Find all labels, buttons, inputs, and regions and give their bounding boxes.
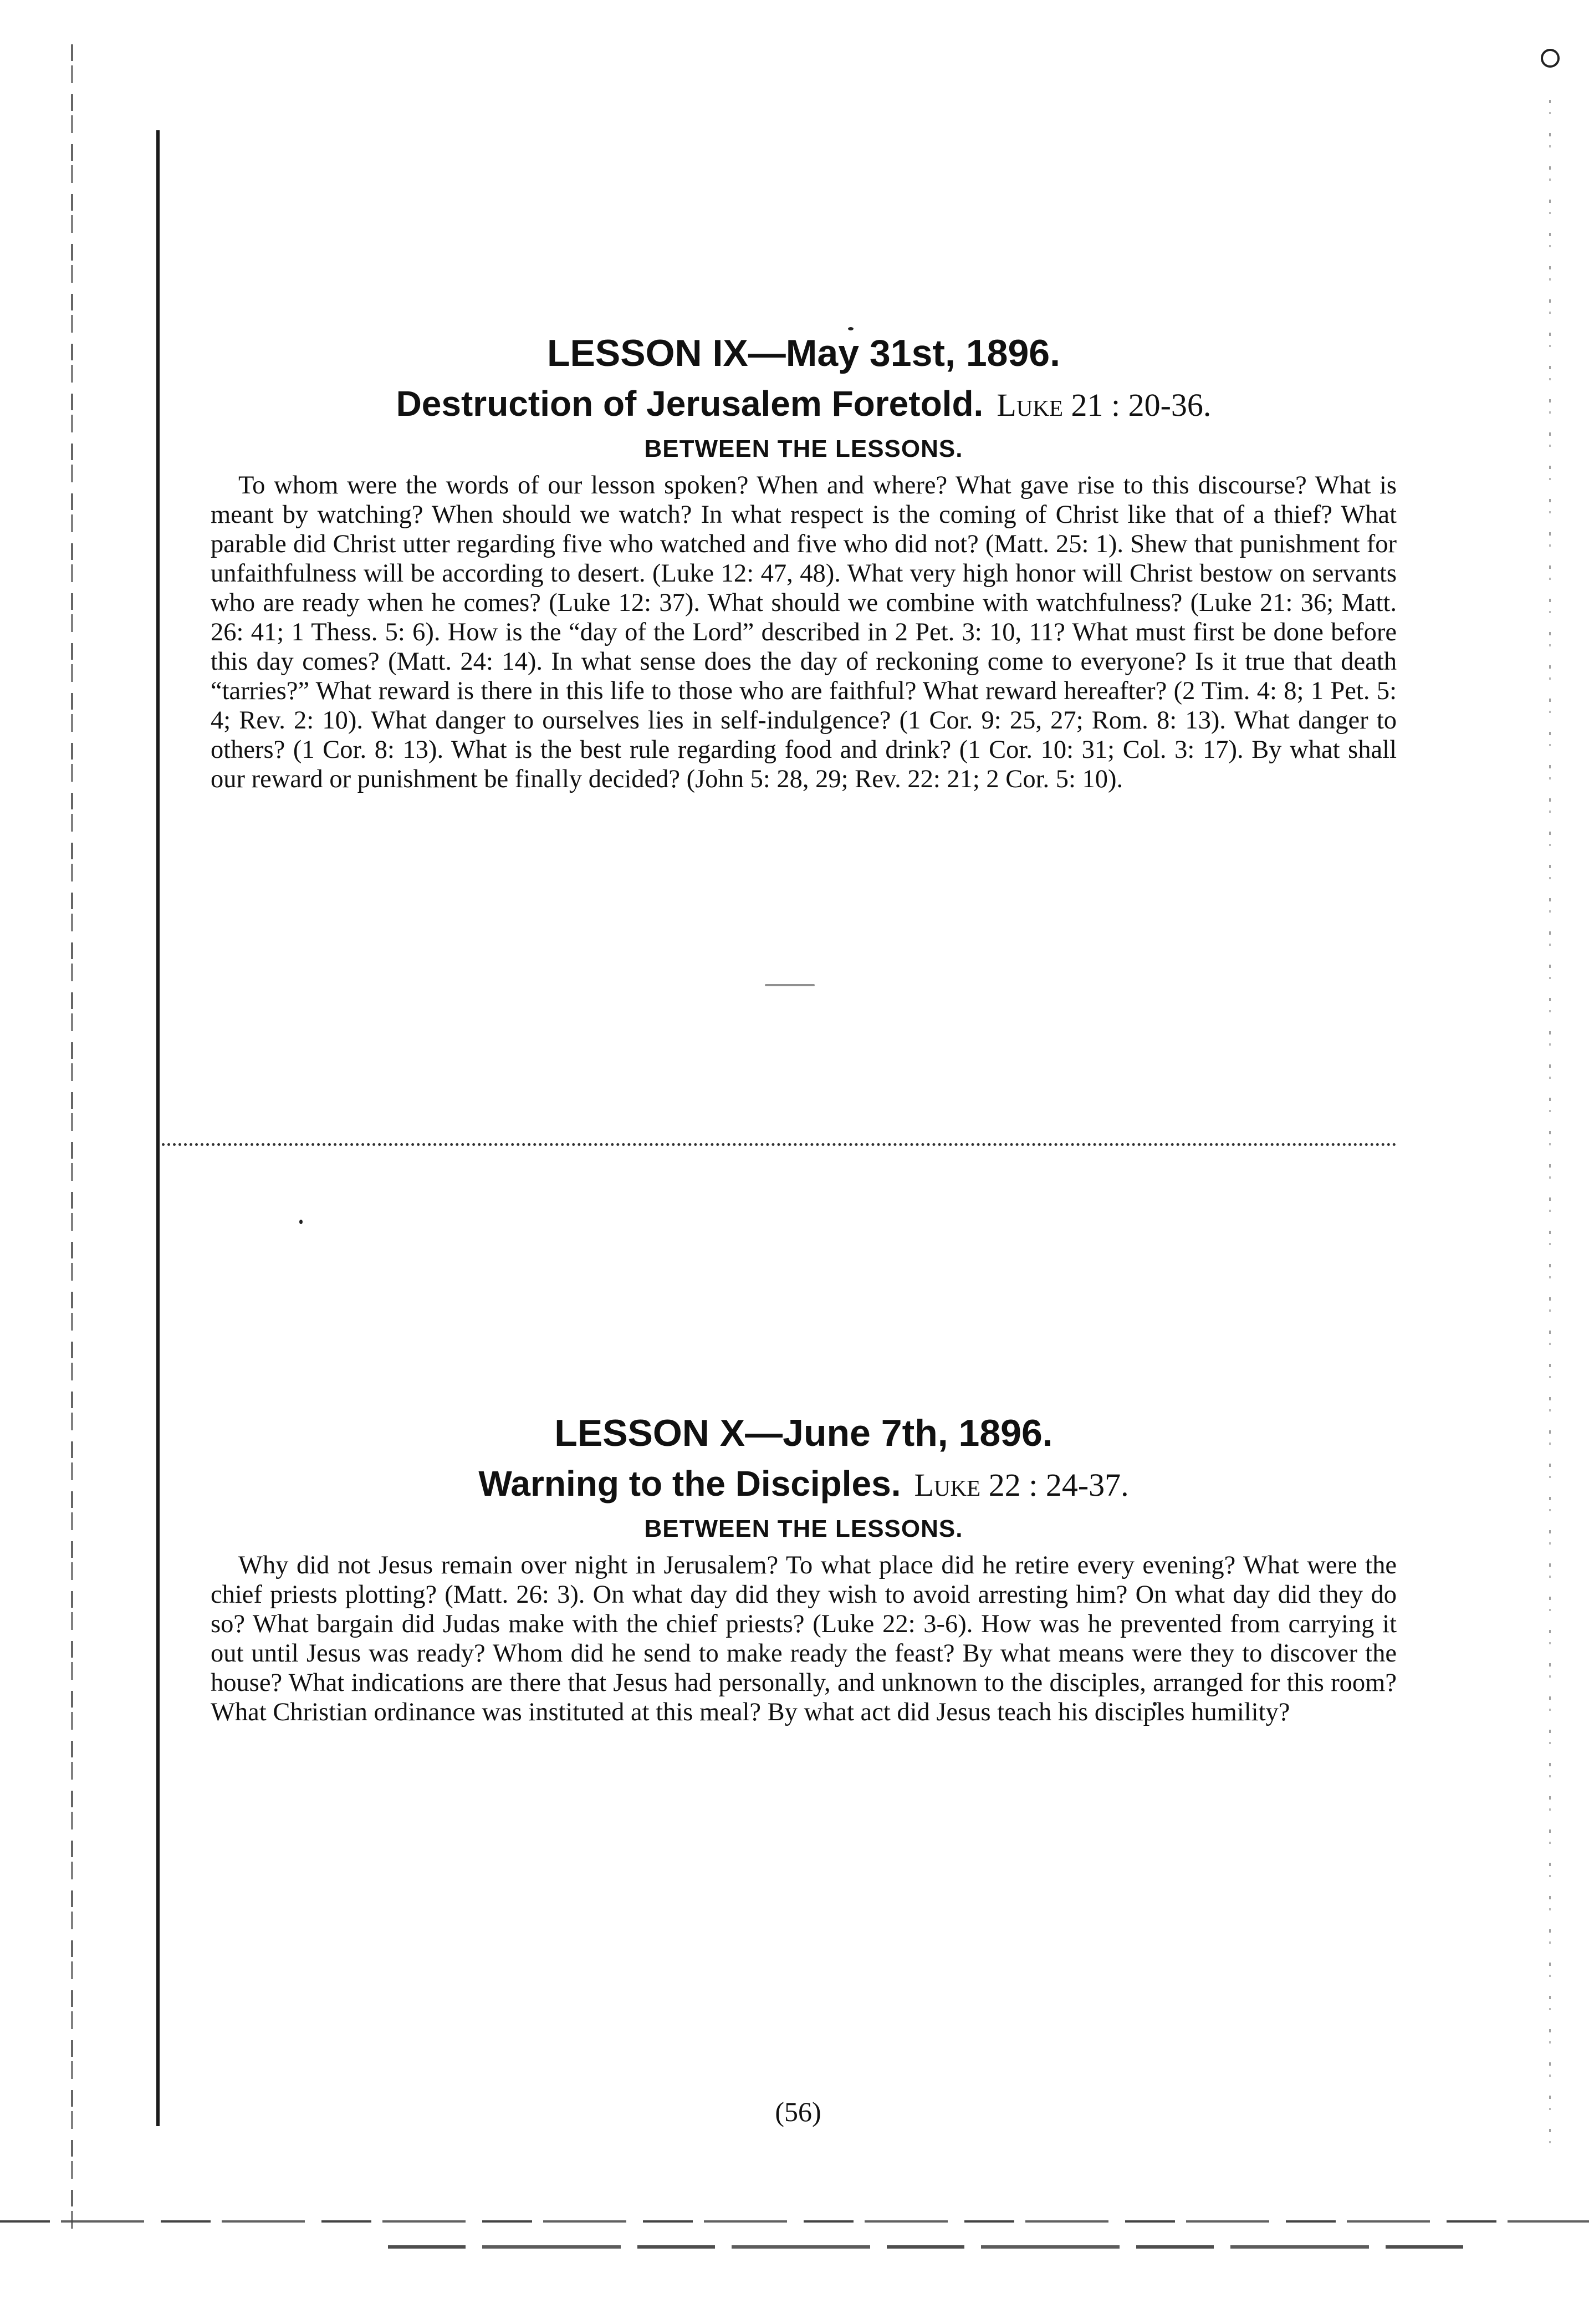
scan-speck [765,984,815,986]
scan-bottom-edge [388,2245,1469,2249]
left-margin-rule [156,130,160,2126]
scan-speck [848,327,854,330]
scan-right-edge [1549,100,1551,2151]
punch-hole-mark [1541,49,1560,68]
lesson-x [211,1413,1397,1727]
lesson-subtitle [211,1464,1397,1503]
scripture-reference: Luke 22 : 24-37. [914,1466,1129,1503]
lesson-ix [211,333,1397,794]
scan-bottom-edge [0,2220,1589,2223]
section-heading: BETWEEN THE LESSONS. [644,1515,963,1543]
scripture-reference: Luke 21 : 20-36. [997,386,1212,423]
scan-speck [299,1220,303,1224]
page-number: (56) [775,2096,821,2127]
lesson-divider [162,1143,1397,1146]
lesson-subtitle [211,384,1397,423]
section-heading: BETWEEN THE LESSONS. [644,435,963,463]
lesson-body: To whom were the words of our lesson spoken? When and where? What gave rise to this discourse? What is meant by watching? When should we watch? In what respect is the coming of Christ like that of a thief? What parable did Christ utter regarding five who watched and five who did not? (Matt. 25: 1). Shew that punishment for unfaithfulness will be according to desert. (Luke 12: 47, 48). What very high honor will Christ bestow on servants who are ready when he comes? (Luke 12: 37). What should we combine with watchfulness? (Luke 21: 36; Matt. 26: 41; 1 Thess. 5: 6). How is the “day of the Lord” described in 2 Pet. 3: 10, 11? What must first be done before this day comes? (Matt. 24: 14). In what sense does the day of reckoning come to everyone? Is it true that death “tarries?” What reward is there in this life to those who are faithful? What reward hereafter? (2 Tim. 4: 8; 1 Pet. 5: 4; Rev. 2: 10). What danger to ourselves lies in self-indulgence? (1 Cor. 9: 25, 27; Rom. 8: 13). What danger to others? (1 Cor. 8: 13). What is the best rule regarding food and drink? (1 Cor. 10: 31; Col. 3: 17). By what shall our reward or punishment be finally decided? (John 5: 28, 29; Rev. 22: 21; 2 Cor. 5: 10). [211,471,1397,794]
lesson-topic: Destruction of Jerusalem Foretold. [396,383,984,424]
lesson-body: Why did not Jesus remain over night in Jerusalem? To what place did he retire every evening? What were the chief priests plotting? (Matt. 26: 3). On what day did they wish to avoid arresting him? On what day did they do so? What bargain did Judas make with the chief priests? (Luke 22: 3-6). How was he prevented from carrying it out until Jesus was ready? Whom did he send to make ready the feast? By what means were they to discover the house? What indications are there that Jesus had personally, and unknown to the disciples, arranged for this room? What Christian ordinance was instituted at this meal? By what act did Jesus teach his disciples humility? [211,1551,1397,1727]
scan-left-edge [71,44,73,2234]
lesson-title: LESSON X—June 7th, 1896. [554,1412,1053,1454]
lesson-topic: Warning to the Disciples. [478,1463,901,1504]
lesson-title: LESSON IX—May 31st, 1896. [547,332,1060,374]
